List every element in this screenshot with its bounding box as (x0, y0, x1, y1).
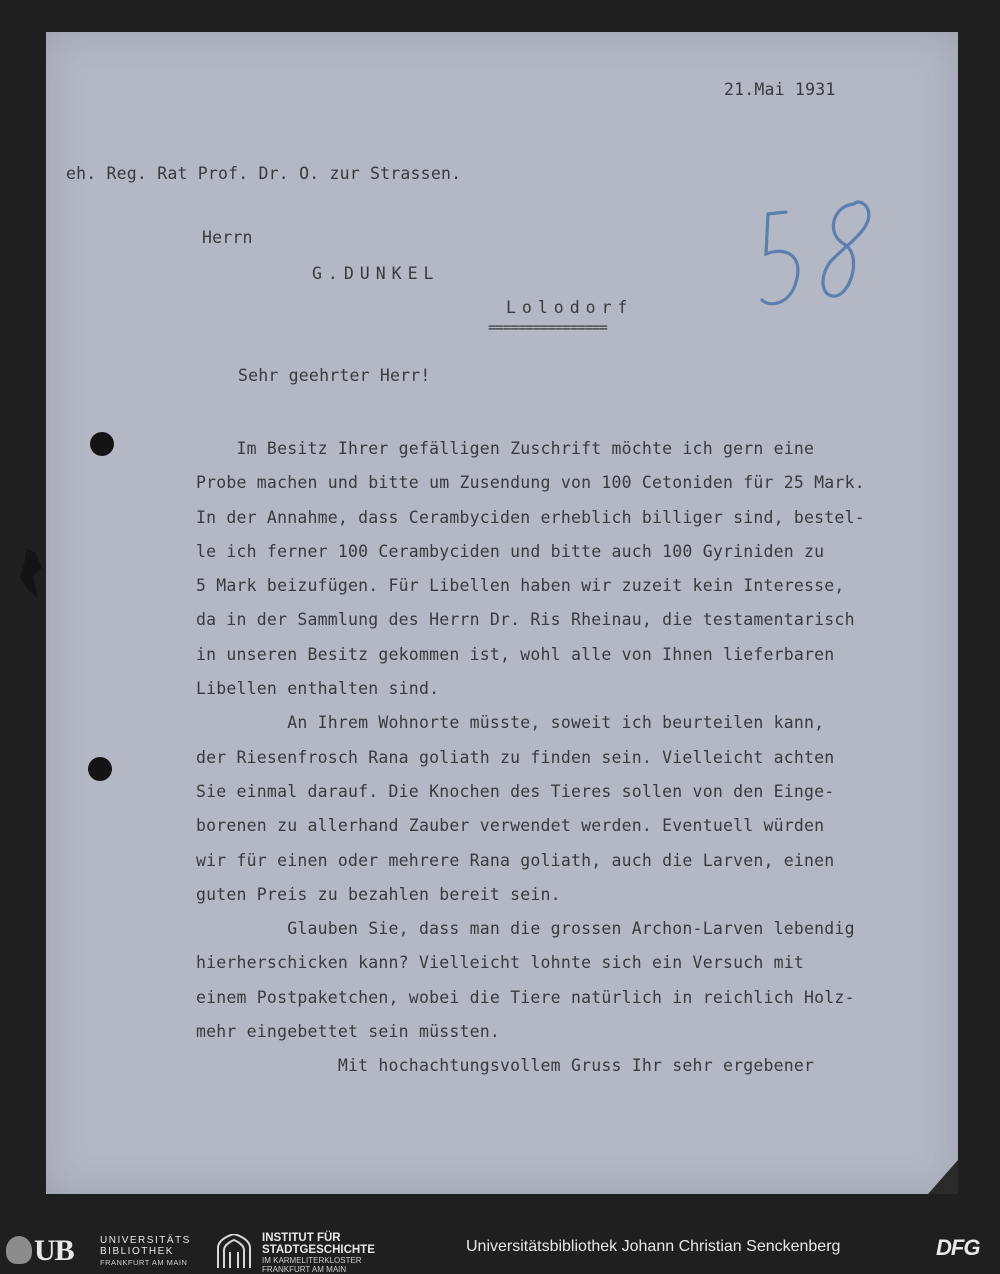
body-line: einem Postpaketchen, wobei die Tiere natürlich in reichlich Holz- (196, 987, 855, 1007)
footer-title[interactable]: Universitätsbibliothek Johann Christian Senckenberg (466, 1238, 841, 1255)
ub-line2: BIBLIOTHEK (100, 1246, 174, 1257)
folded-corner (928, 1160, 958, 1194)
isg-logo-text (262, 1233, 375, 1274)
isg-logo[interactable] (214, 1232, 404, 1274)
body-line: 5 Mark beizufügen. Für Libellen haben wir zuzeit kein Interesse, (196, 576, 845, 596)
letter-sender: eh. Reg. Rat Prof. Dr. O. zur Strassen. (66, 164, 462, 183)
body-line: le ich ferner 100 Cerambyciden und bitte auch 100 Gyriniden zu (196, 541, 825, 561)
body-line: Libellen enthalten sind. (196, 679, 440, 699)
body-line: der Riesenfrosch Rana goliath zu finden sein. Vielleicht achten (196, 747, 835, 767)
ub-logo[interactable] (6, 1232, 206, 1270)
punch-hole-top (90, 432, 114, 456)
paper-tear (20, 548, 42, 598)
ub-mark: UB (6, 1236, 98, 1266)
body-line: da in der Sammlung des Herrn Dr. Ris Rheinau, die testamentarisch (196, 610, 855, 630)
body-line: Probe machen und bitte um Zusendung von 100 Cetoniden für 25 Mark. (196, 473, 865, 493)
recipient-salutation: Herrn (202, 228, 253, 247)
isg-line4: FRANKFURT AM MAIN (262, 1265, 347, 1274)
isg-line3: IM KARMELITERKLOSTER (262, 1256, 362, 1265)
body-line: An Ihrem Wohnorte müsste, soweit ich beurteilen kann, (196, 713, 825, 733)
dfg-logo[interactable]: DFG (936, 1235, 980, 1260)
ub-line3: FRANKFURT AM MAIN (100, 1258, 188, 1267)
ub-logo-text (100, 1235, 191, 1268)
body-line: in unseren Besitz gekommen ist, wohl alle von Ihnen lieferbaren (196, 644, 835, 664)
body-line: In der Annahme, dass Cerambyciden erheblich billiger sind, bestel- (196, 507, 865, 527)
body-line: borenen zu allerhand Zauber verwendet werden. Eventuell würden (196, 816, 825, 836)
body-line: Glauben Sie, dass man die grossen Archon-Larven lebendig (196, 919, 855, 939)
handwritten-number (756, 200, 886, 310)
place-underline: ================ (488, 320, 607, 336)
letter-greeting: Sehr geehrter Herr! (238, 366, 431, 385)
letter-body (196, 432, 916, 1084)
isg-line2: STADTGESCHICHTE (262, 1243, 375, 1256)
recipient-name: G.DUNKEL (312, 264, 440, 283)
body-line: hierherschicken kann? Vielleicht lohnte sich ein Versuch mit (196, 953, 805, 973)
portrait-icon (6, 1236, 32, 1264)
body-line: Mit hochachtungsvollem Gruss Ihr sehr ergebener (196, 1056, 815, 1076)
isg-line1: INSTITUT FÜR (262, 1232, 341, 1244)
punch-hole-bottom (88, 757, 112, 781)
letter-date: 21.Mai 1931 (724, 80, 836, 99)
body-line: guten Preis zu bezahlen bereit sein. (196, 884, 561, 904)
recipient-place: Lolodorf (506, 298, 634, 317)
arch-icon (214, 1234, 254, 1268)
body-line: mehr eingebettet sein müssten. (196, 1022, 501, 1042)
body-line: wir für einen oder mehrere Rana goliath, auch die Larven, einen (196, 850, 835, 870)
ub-line1: UNIVERSITÄTS (100, 1235, 191, 1246)
body-line: Im Besitz Ihrer gefälligen Zuschrift möchte ich gern eine (196, 439, 815, 458)
body-line: Sie einmal darauf. Die Knochen des Tieres sollen von den Einge- (196, 781, 835, 801)
footer-bar (0, 1226, 1000, 1272)
